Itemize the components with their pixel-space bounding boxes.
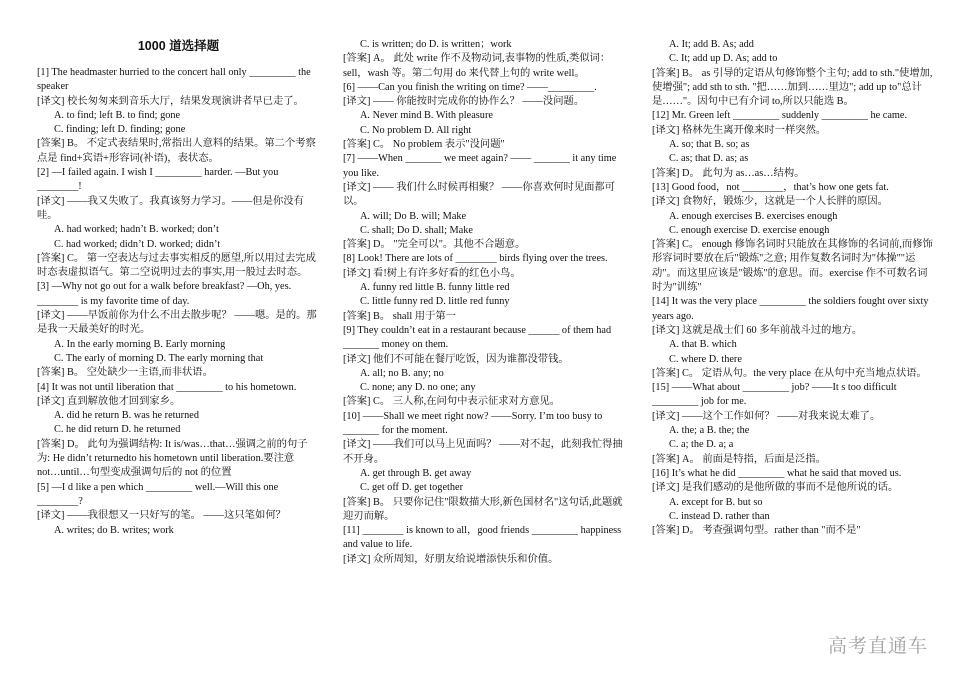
question-text: [8] Look! There are lots of ________ birds flying over the trees. bbox=[343, 253, 608, 265]
question-text: [16] It’s what he did _________ what he said that moved us. bbox=[652, 467, 902, 479]
translation-text: [译文] 众所周知，好朋友给说增添快乐和价值。 bbox=[343, 553, 559, 565]
answer-options: A. It; add B. As; add bbox=[669, 39, 754, 50]
answer-options: A. did he return B. was he returned bbox=[54, 410, 199, 422]
answer-explanation: [答案] C。 No problem 表示"没问题" bbox=[343, 139, 505, 151]
question-text: [13] Good food，not ________，that’s how one gets fat. bbox=[652, 181, 889, 193]
answer-explanation: [答案] C。 第一空表达与过去事实相反的愿望,所以用过去完成时态表虚拟语气。第二空说明过去的事实,用一般过去时态。 bbox=[37, 252, 316, 279]
question-text: [9] They couldn’t eat in a restaurant because ______ of them had _______ money on them. bbox=[343, 324, 612, 351]
question-text: [7] ——When _______ we meet again? —— _______ it any time you like. bbox=[343, 153, 617, 179]
answer-options: C. had worked; didn’t D. worked; didn’t bbox=[54, 238, 221, 250]
answer-options: C. he did return D. he returned bbox=[54, 424, 181, 436]
answer-explanation: [答案] C。 三人称,在问句中表示征求对方意见。 bbox=[343, 396, 561, 408]
answer-explanation: [答案] A。 此处 write 作不及物动词,表事物的性质,类似词： sell，wash 等。第二句用 do 来代替上句的 write well。 bbox=[343, 53, 611, 79]
question-text: [5] —I d like a pen which _________ well.—Will this one ________? bbox=[37, 481, 279, 507]
column-1 bbox=[37, 0, 320, 687]
answer-options: A. writes; do B. writes; work bbox=[54, 524, 174, 536]
question-text: [2] —I failed again. I wish I _________ harder. —But you ________! bbox=[37, 167, 279, 193]
answer-options: C. No problem D. All right bbox=[360, 124, 472, 136]
question-text: [4] It was not until liberation that _________ to his hometown. bbox=[37, 381, 297, 393]
answer-options: C. It; add up D. As; add to bbox=[669, 53, 778, 65]
answer-options: A. so; that B. so; as bbox=[669, 139, 750, 151]
translation-text: [译文] 格林先生离开像来时一样突然。 bbox=[652, 124, 827, 136]
answer-options: C. shall; Do D. shall; Make bbox=[360, 224, 473, 236]
answer-explanation: [答案] D。 此句为 as…as…结构。 bbox=[652, 167, 805, 179]
answer-options: C. instead D. rather than bbox=[669, 510, 770, 522]
answer-options: A. enough exercises B. exercises enough bbox=[669, 210, 838, 222]
question-text: [15] ——What about _________ job? ——It s too difficult _________ job for me. bbox=[652, 382, 897, 408]
answer-explanation: [答案] D。 此句为强调结构: It is/was…that…强调之前的句子为: He didn’t returnedto his hometown until liberation.要注意 not…until…句型变成强调句后的 not 的位置 bbox=[37, 438, 308, 479]
translation-text: [译文] ——我又失败了。我真该努力学习。——但是你没有哇。 bbox=[37, 195, 304, 221]
translation-text: [译文] 看!树上有许多好看的红色小鸟。 bbox=[343, 267, 521, 279]
answer-options: A. except for B. but so bbox=[669, 496, 763, 508]
column-3 bbox=[652, 0, 936, 687]
answer-options: C. get off D. get together bbox=[360, 482, 464, 494]
question-text: [11] ________ is known to all，good friends _________ happiness and value to life. bbox=[343, 525, 622, 551]
answer-explanation: [答案] A。 前面是特指，后面是泛指。 bbox=[652, 453, 826, 465]
translation-text: [译文] 直到解放他才回到家乡。 bbox=[37, 395, 181, 407]
answer-options: A. the; a B. the; the bbox=[669, 425, 750, 437]
answer-options: A. all; no B. any; no bbox=[360, 367, 444, 379]
translation-text: [译文] ——早饭前你为什么不出去散步呢？ ——嗯。是的。那是我一天最美好的时光。 bbox=[37, 310, 317, 336]
translation-text: [译文] —— 我们什么时候再相聚？ ——你喜欢何时见面都可以。 bbox=[343, 181, 616, 208]
answer-options: A. funny red little B. funny little red bbox=[360, 282, 510, 294]
answer-options: C. is written; do D. is written；work bbox=[360, 39, 512, 50]
answer-options: C. a; the D. a; a bbox=[669, 439, 734, 451]
question-text: [12] Mr. Green left _________ suddenly _________ he came. bbox=[652, 110, 908, 122]
column-2 bbox=[343, 0, 627, 687]
answer-options: C. enough exercise D. exercise enough bbox=[669, 224, 830, 236]
translation-text: [译文] 食物好，锻炼少，这就是一个人长胖的原因。 bbox=[652, 196, 888, 208]
answer-options: A. In the early morning B. Early morning bbox=[54, 338, 226, 350]
translation-text: [译文] ——我们可以马上见面吗？ ——对不起，此刻我忙得抽不开身。 bbox=[343, 439, 623, 465]
translation-text: [译文] 他们不可能在餐厅吃饭，因为谁都没带钱。 bbox=[343, 353, 569, 365]
answer-explanation: [答案] C。 enough 修饰名词时只能放在其修饰的名词前,而修饰形容词时要放在后"锻炼"之意; 用作复数名词时为"体操""运动"。而这里应该是"锻炼"的意思。而。exercise 作不可数名词时为"训练" bbox=[652, 239, 933, 294]
question-text: [14] It was the very place _________ the soldiers fought over sixty years ago. bbox=[652, 296, 929, 322]
translation-text: [译文] 校长匆匆来到音乐大厅，结果发现演讲者早已走了。 bbox=[37, 95, 304, 107]
translation-text: [译文] 是我们感动的是他所做的事而不是他所说的话。 bbox=[652, 482, 899, 494]
watermark-logo-text: 高考直通车 bbox=[828, 635, 929, 657]
answer-options: C. none; any D. no one; any bbox=[360, 382, 476, 394]
translation-text: [译文] —— 你能按时完成你的协作么？ ——没问题。 bbox=[343, 96, 585, 108]
question-text: [6] ——Can you finish the writing on time? ——_________. bbox=[343, 81, 597, 93]
answer-explanation: [答案] B。 as 引导的定语从句修饰整个主句; add to sth."使增加,使增强"; add sth to sth. "把……加到……里边"; add up to"总计是……"。因句中已有介词 to,所以只能选 B。 bbox=[652, 67, 933, 108]
question-text: [10] ——Shall we meet right now? ——Sorry. I’m too busy to _______ for the moment. bbox=[343, 410, 603, 437]
document-title: 1000 道选择题 bbox=[137, 39, 220, 53]
answer-options: A. Never mind B. With pleasure bbox=[360, 110, 493, 122]
answer-explanation: [答案] D。 "完全可以"。其他不合题意。 bbox=[343, 239, 526, 251]
answer-explanation: [答案] B。 不定式表结果时,常指出人意料的结果。第二个考察点是 find+宾语+形容词(补语)，表状态。 bbox=[37, 138, 316, 164]
question-text: [3] —Why not go out for a walk before breakfast? —Oh, yes. ________ is my favorite time of day. bbox=[37, 281, 292, 307]
translation-text: [译文] ——这个工作如何？ ——对我来说太难了。 bbox=[652, 410, 881, 422]
answer-options: C. as; that D. as; as bbox=[669, 153, 749, 165]
translation-text: [译文] 这就是战士们 60 多年前战斗过的地方。 bbox=[652, 324, 863, 336]
answer-options: A. to find; left B. to find; gone bbox=[54, 109, 181, 121]
translation-text: [译文] ——我很想又一只好写的笔。 ——这只笔如何？ bbox=[37, 510, 286, 522]
answer-explanation: [答案] B。 空处缺少一主语,而非状语。 bbox=[37, 367, 213, 379]
answer-options: C. little funny red D. little red funny bbox=[360, 296, 510, 308]
answer-explanation: [答案] B。 只要你记住"限数描大形,新色国材名"这句话,此题就迎刃而解。 bbox=[343, 496, 623, 522]
answer-explanation: [答案] C。 定语从句。the very place 在从句中充当地点状语。 bbox=[652, 367, 927, 379]
answer-options: A. will; Do B. will; Make bbox=[360, 210, 467, 222]
answer-options: A. get through B. get away bbox=[360, 467, 472, 479]
answer-explanation: [答案] B。 shall 用于第一 bbox=[343, 310, 456, 322]
answer-options: C. where D. there bbox=[669, 353, 742, 365]
answer-options: A. that B. which bbox=[669, 339, 737, 351]
answer-explanation: [答案] D。 考查强调句型。rather than "而不是" bbox=[652, 525, 861, 537]
answer-options: C. The early of morning D. The early morning that bbox=[54, 352, 264, 364]
answer-options: C. finding; left D. finding; gone bbox=[54, 124, 186, 136]
question-text: [1] The headmaster hurried to the concert hall only _________ the speaker bbox=[37, 67, 311, 93]
answer-options: A. had worked; hadn’t B. worked; don’t bbox=[54, 224, 219, 236]
